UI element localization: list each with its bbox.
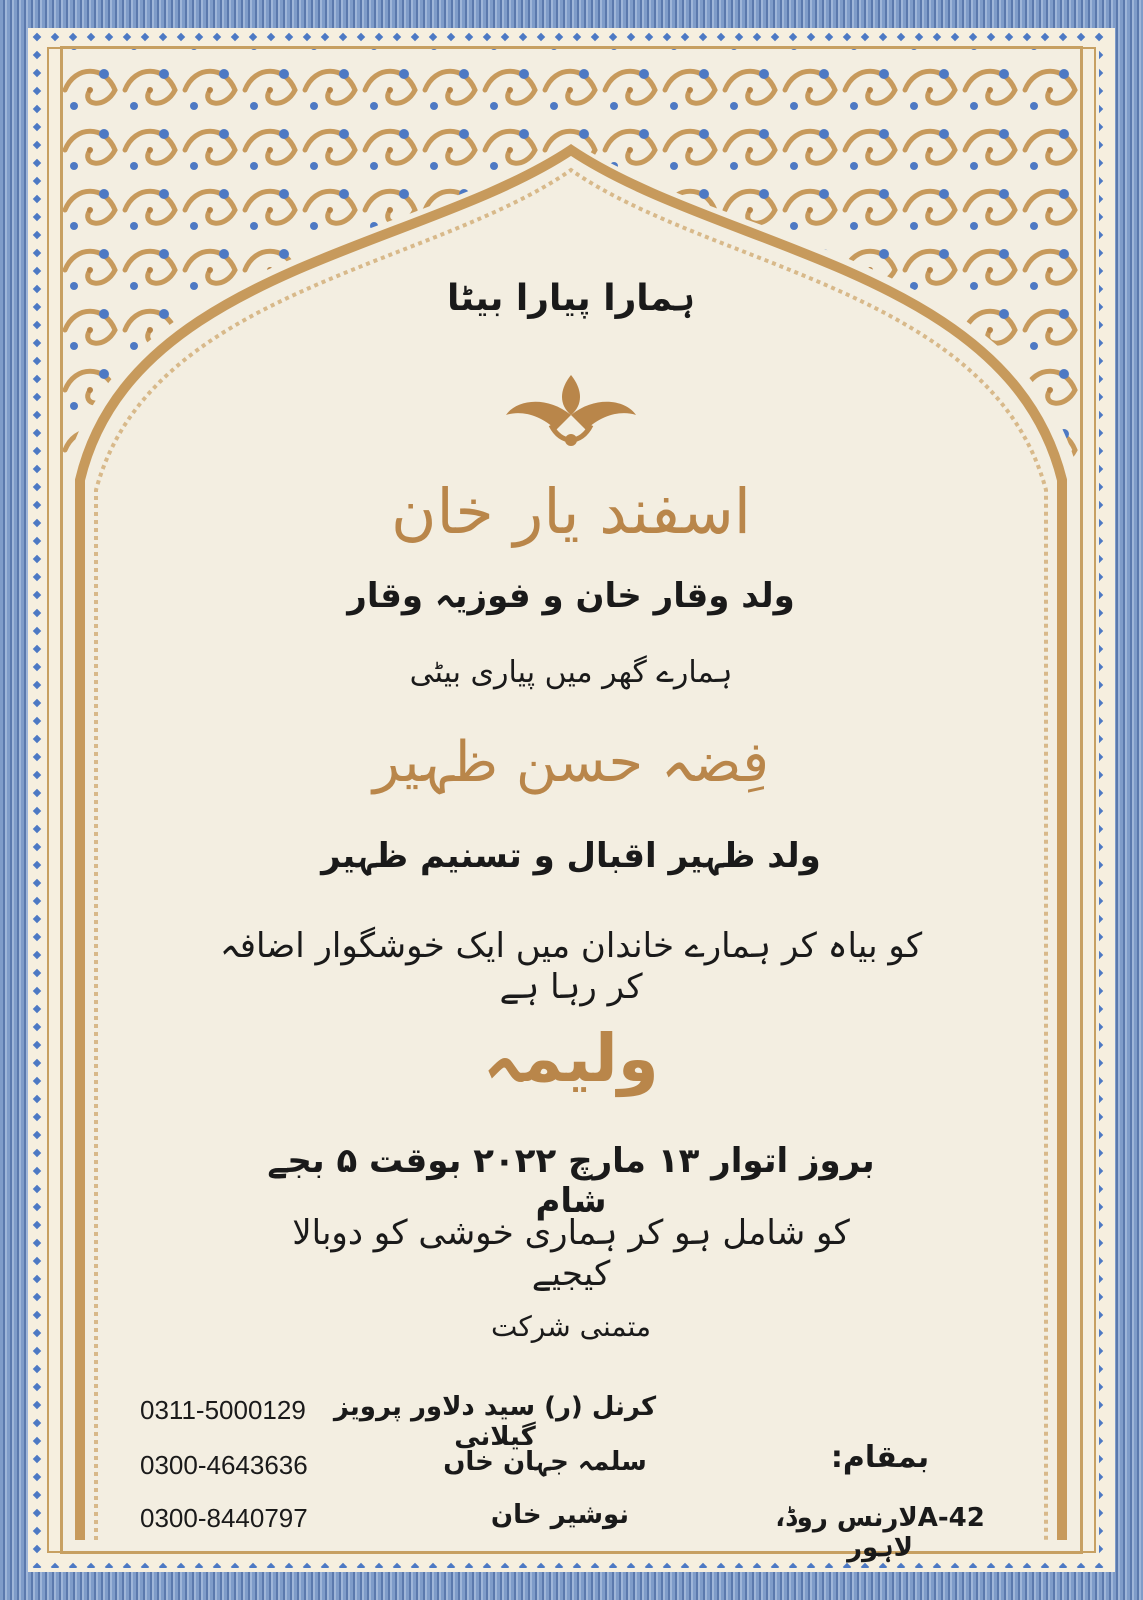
request-line: کو شامل ہو کر ہماری خوشی کو دوبالا کیجیے bbox=[292, 1213, 850, 1294]
bride-name: فِضہ حسن ظہیر bbox=[372, 730, 770, 795]
bride-intro: ہمارے گھر میں پیاری بیٹی bbox=[409, 655, 733, 690]
groom-parents: ولد وقار خان و فوزیہ وقار bbox=[347, 576, 795, 616]
venue-label: بمقام: bbox=[830, 1440, 930, 1475]
host-phone-2: 0300-4643636 bbox=[140, 1450, 308, 1480]
host-phone-1: 0311-5000129 bbox=[140, 1395, 306, 1425]
hosts-title: متمنی شرکت bbox=[490, 1310, 652, 1343]
groom-name: اسفند یار خان bbox=[390, 475, 752, 548]
host-name-2: سلمہ جہان خاں bbox=[443, 1447, 647, 1477]
host-phone-3: 0300-8440797 bbox=[140, 1503, 308, 1533]
host-name-1: کرنل (ر) سید دلاور پرویز گیلانی bbox=[333, 1392, 657, 1452]
date-time: بروز اتوار ۱۳ مارچ ۲۰۲۲ بوقت ۵ بجے شام bbox=[267, 1141, 875, 1221]
family-line: کو بیاہ کر ہمارے خاندان میں ایک خوشگوار اضافہ کر رہا ہے bbox=[219, 926, 923, 1007]
center-flourish-icon bbox=[506, 375, 636, 446]
intro-line: ہمارا پیارا بیٹا bbox=[446, 278, 696, 319]
venue-address: 42-Aلارنس روڈ، لاہور bbox=[775, 1503, 985, 1563]
bride-parents: ولد ظہیر اقبال و تسنیم ظہیر bbox=[321, 836, 821, 876]
host-name-3: نوشیر خان bbox=[490, 1500, 630, 1530]
event-title: ولیمہ bbox=[483, 1020, 659, 1097]
